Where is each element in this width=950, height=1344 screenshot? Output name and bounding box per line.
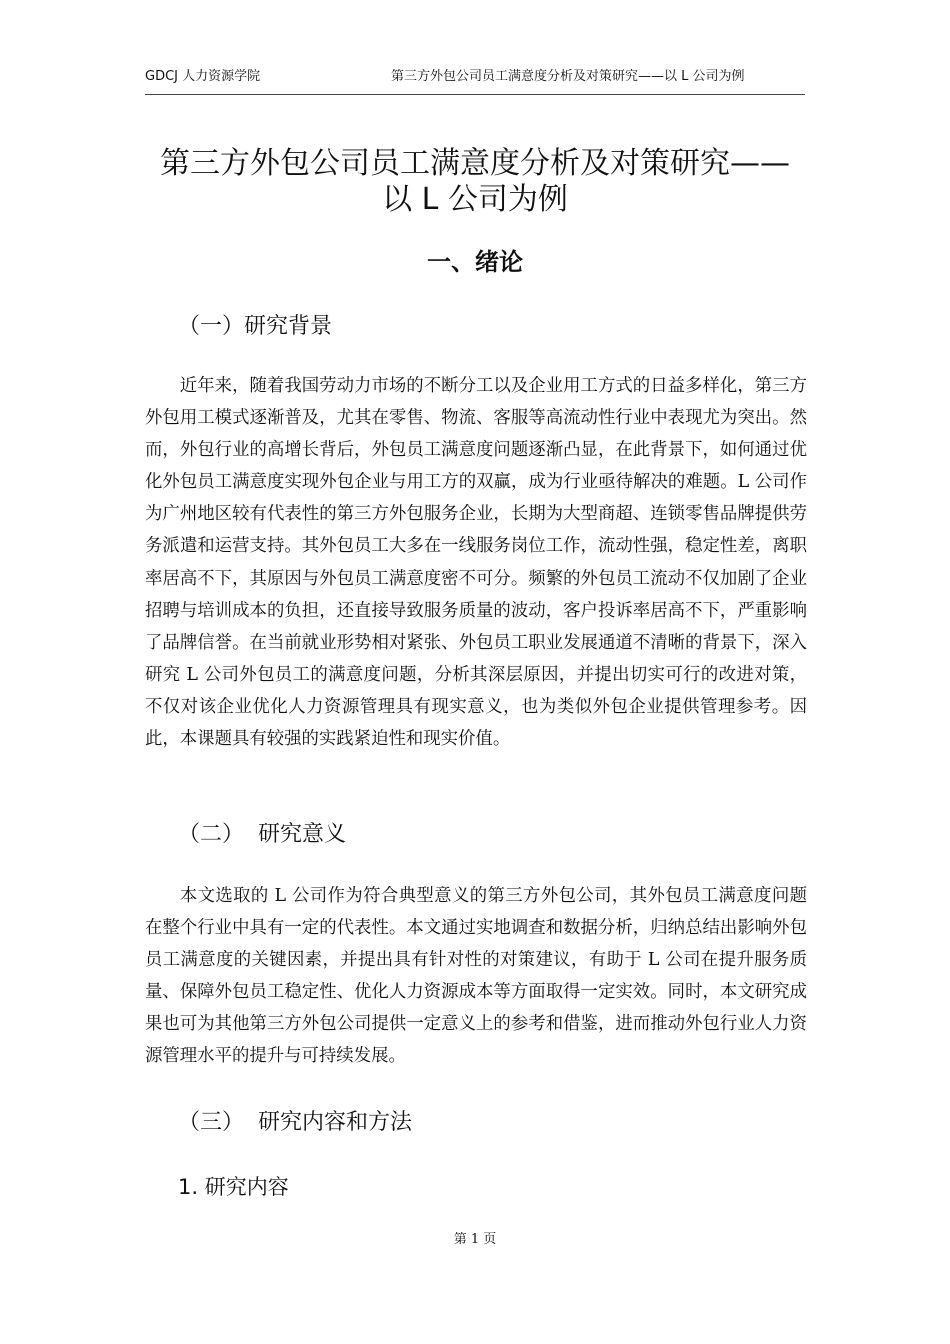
paragraph-significance: 本文选取的 L 公司作为符合典型意义的第三方外包公司，其外包员工满意度问题在整个行业中具有一定的代表性。本文通过实地调查和数据分析，归纳总结出影响外包员工满意度的关键因素，并提出具有针对性的对策建议，有助于 L 公司在提升服务质量、保障外包员工稳定性、优化人力资源成本等方面取得一定实效。同时，本文研究成果也可为其他第三方外包公司提供一定意义上的参考和借鉴，进而推动外包行业人力资源管理水平的提升与可持续发展。	[145, 886, 807, 1067]
section-heading-significance: （二） 研究意义	[178, 822, 346, 847]
chapter-heading: 一、绪论	[427, 248, 523, 276]
header-document-title: 第三方外包公司员工满意度分析及对策研究——以 L 公司为例	[391, 69, 745, 84]
header-institution: GDCJ 人力资源学院	[145, 69, 261, 84]
paragraph-background: 近年来，随着我国劳动力市场的不断分工以及企业用工方式的日益多样化，第三方外包用工模式逐渐普及，尤其在零售、物流、客服等高流动性行业中表现尤为突出。然而，外包行业的高增长背后，外包员工满意度问题逐渐凸显，在此背景下，如何通过优化外包员工满意度实现外包企业与用工方的双赢，成为行业亟待解决的难题。L 公司作为广州地区较有代表性的第三方外包服务企业，长期为大型商超、连锁零售品牌提供劳务派遣和运营支持。其外包员工大多在一线服务岗位工作，流动性强，稳定性差，离职率居高不下，其原因与外包员工满意度密不可分。频繁的外包员工流动不仅加剧了企业招聘与培训成本的负担，还直接导致服务质量的波动，客户投诉率居高不下，严重影响了品牌信誉。在当前就业形势相对紧张、外包员工职业发展通道不清晰的背景下，深入研究 L 公司外包员工的满意度问题，分析其深层原因，并提出切实可行的改进对策，不仅对该企业优化人力资源管理具有现实意义，也为类似外包企业提供管理参考。因此，本课题具有较强的实践紧迫性和现实价值。	[145, 376, 807, 750]
document-title	[145, 146, 805, 218]
section-heading-background: （一）研究背景	[178, 314, 333, 339]
document-title-line2: 以 L 公司为例	[382, 182, 568, 217]
header-divider	[145, 94, 805, 95]
page-number: 第 1 页	[453, 1232, 497, 1247]
subsection-heading-content: 1. 研究内容	[178, 1175, 289, 1199]
document-title-line1: 第三方外包公司员工满意度分析及对策研究——	[160, 146, 790, 181]
section-heading-content-methods: （三） 研究内容和方法	[178, 1110, 412, 1135]
running-header	[145, 66, 805, 88]
